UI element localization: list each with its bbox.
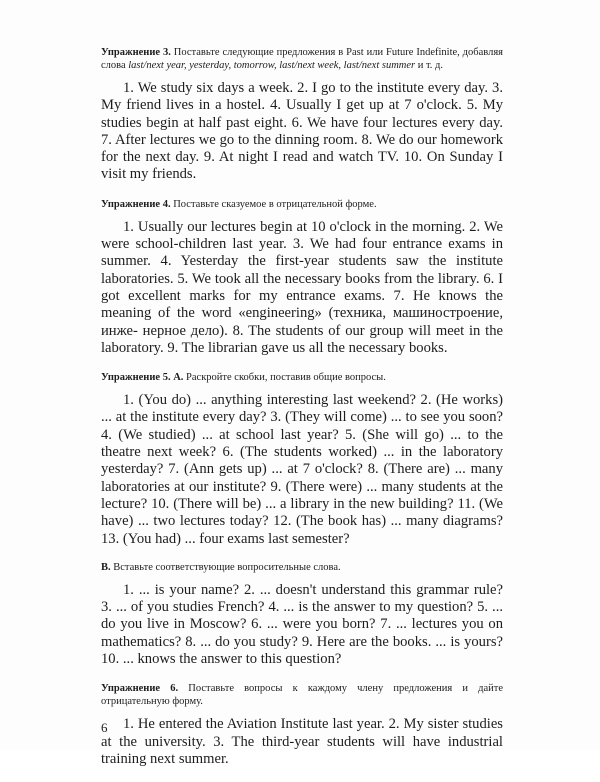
exercise-4-label: Упражнение 4. <box>101 198 171 210</box>
exercise-3-instruction-end: и т. д. <box>417 60 444 71</box>
exercise-6-text: 1. He entered the Aviation Institute last year. 2. My sister studies at the university. 3. The third-year students will have industrial training next summer. <box>101 716 503 767</box>
exercise-3-label: Упражнение 3. <box>101 47 171 58</box>
exercise-5b-instruction-text: Вставьте соответствующие вопросительные слова. <box>113 561 341 573</box>
exercise-6-instruction-text: Поставьте вопросы к каждому члену предложения и дайте отрицательную форму. <box>101 683 503 708</box>
exercise-4-instruction-text: Поставьте сказуемое в отрицательной форме. <box>173 198 377 210</box>
exercise-5b-label: B. <box>101 561 111 573</box>
exercise-3-instruction <box>101 46 503 72</box>
exercise-6-instruction <box>101 682 503 708</box>
exercise-4-instruction <box>101 198 503 211</box>
exercise-5b-text: 1. ... is your name? 2. ... doesn't understand this grammar rule? 3. ... of you studies French? 4. ... is the answer to my question? 5. ... do you live in Moscow? 6. ... were you born? 7. ... lectures you on mathematics? 8. ... do you study? 9. Here are the books. ... is yours? 10. ... knows the answer to this question? <box>101 581 503 668</box>
exercise-5b-instruction <box>101 561 503 574</box>
exercise-4-text: 1. Usually our lectures begin at 10 o'clock in the morning. 2. We were school-children last year. 3. We had four entrance exams in summer. 4. Yesterday the first-year students saw the institute laboratories. 5. We took all the necessary books from the library. 6. I got excellent marks for my entrance exams. 7. He knows the meaning of the word «engineering» (техника, машиностроение, инже- нерное дело). 8. The students of our group will meet in the laboratory. 9. The librarian gave us all the necessary books. <box>101 218 503 356</box>
exercise-3-text: 1. We study six days a week. 2. I go to the institute every day. 3. My friend lives in a hostel. 4. Usually I get up at 7 o'clock. 5. My studies begin at half past eight. 6. We have four lectures every day. 7. After lectures we go to the dinning room. 8. We do our homework for the next day. 9. At night I read and watch TV. 10. On Sunday I visit my friends. <box>101 80 503 183</box>
exercise-5a-instruction <box>101 371 503 384</box>
exercise-5a-text: 1. (You do) ... anything interesting last weekend? 2. (He works) ... at the institute every day? 3. (They will come) ... to see you soon? 4. (We studied) ... at school last year? 5. (She will go) ... to the theatre next week? 6. (The students worked) ... in the laboratory yesterday? 7. (Ann gets up) ... at 7 o'clock? 8. (There are) ... many laboratories at our institute? 9. (There were) ... many students at the lecture? 10. (There will be) ... a library in the new building? 11. (We have) ... two lectures today? 12. (The book has) ... many diagrams? 13. (You had) ... four exams last semester? <box>101 392 503 547</box>
page-number: 6 <box>101 720 108 735</box>
exercise-5a-instruction-text: Раскройте скобки, поставив общие вопросы. <box>186 372 386 384</box>
page-content <box>101 46 503 782</box>
exercise-3-time-words: last/next year, yesterday, tomorrow, last/next week, last/next summer <box>128 60 416 71</box>
exercise-6-label: Упражнение 6. <box>101 683 179 695</box>
exercise-3-instruction-text: Поставьте следующие предложения в Past или Future Indefinite, добавляя слова <box>101 47 503 71</box>
exercise-5a-label: Упражнение 5. А. <box>101 372 184 384</box>
